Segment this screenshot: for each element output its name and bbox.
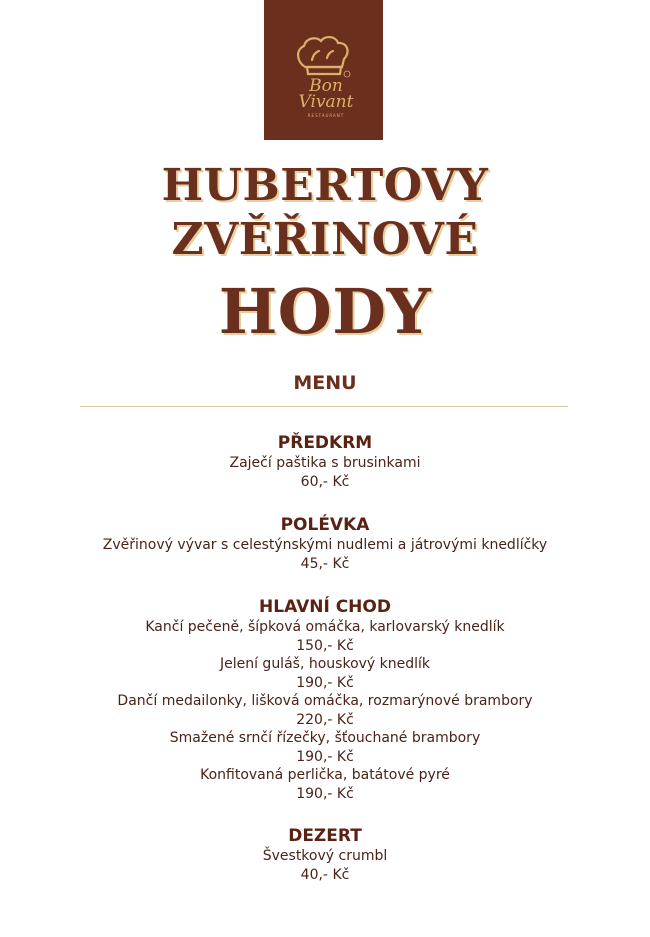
section-soup (0, 514, 650, 574)
dish-price: 150,- Kč (296, 637, 354, 654)
dish-price: 190,- Kč (296, 748, 354, 765)
section-title: POLÉVKA (280, 515, 370, 535)
dish-price: 45,- Kč (300, 556, 350, 572)
dish-name: Zaječí paštika s brusinkami (229, 455, 421, 471)
divider (80, 406, 568, 407)
chef-hat-icon (264, 0, 383, 140)
section-title: DEZERT (288, 826, 362, 846)
title-line-2: ZVĚŘINOVÉ (171, 214, 479, 265)
dish-name: Kančí pečeně, šípková omáčka, karlovarský knedlík (145, 619, 505, 635)
section-main-course (0, 596, 650, 803)
section-dessert (0, 825, 650, 885)
dish-price: 190,- Kč (296, 785, 354, 802)
dish-name: Konfitovaná perlička, batátové pyré (200, 767, 450, 783)
title-line-1: HUBERTOVY (161, 160, 489, 211)
logo-subtext: RESTAURANT (307, 113, 345, 118)
dish-price: 40,- Kč (300, 867, 350, 883)
dish-name: Smažené srnčí řízečky, šťouchané brambory (169, 730, 481, 746)
section-title: PŘEDKRM (277, 433, 373, 453)
dish-name: Zvěřinový vývar s celestýnskými nudlemi a játrovými knedlíčky (102, 537, 548, 553)
dish-price: 190,- Kč (296, 674, 354, 691)
section-starter (0, 432, 650, 492)
menu-list (0, 432, 650, 907)
dish-price: 220,- Kč (296, 711, 354, 728)
section-title: HLAVNÍ CHOD (259, 597, 391, 617)
logo-wordmark: Bon Vivant (298, 76, 354, 112)
dish-name: Dančí medailonky, lišková omáčka, rozmarýnové brambory (117, 693, 533, 709)
dish-name: Švestkový crumbl (262, 848, 388, 864)
logo (264, 0, 383, 140)
dish-name: Jelení guláš, houskový knedlík (219, 656, 431, 672)
dish-price: 60,- Kč (300, 474, 350, 490)
title-line-3: HODY (218, 275, 432, 348)
menu-heading: MENU (293, 372, 357, 394)
